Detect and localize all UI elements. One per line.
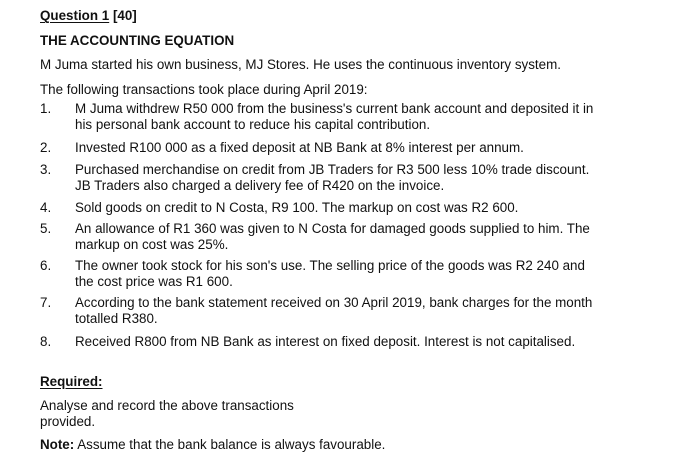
transaction-line: Sold goods on credit to N Costa, R9 100. The markup on cost was R2 600.: [75, 200, 519, 215]
transaction-number: 1.: [40, 101, 52, 116]
note-text: Assume that the bank balance is always favourable.: [74, 437, 386, 452]
transaction-text: [75, 162, 645, 194]
transaction-line: markup on cost was 25%.: [75, 237, 229, 252]
transaction-line: M Juma withdrew R50 000 from the business's current bank account and deposited it in: [75, 101, 594, 116]
transaction-number: 8.: [40, 334, 52, 349]
intro-line-1: M Juma started his own business, MJ Stores. He uses the continuous inventory system.: [40, 57, 561, 72]
note-line: [40, 437, 385, 453]
transaction-number: 4.: [40, 200, 52, 215]
note-label: Note:: [40, 437, 75, 452]
transaction-line: totalled R380.: [75, 311, 158, 326]
section-title: THE ACCOUNTING EQUATION: [40, 33, 235, 48]
transaction-number: 6.: [40, 258, 52, 273]
transaction-line: Received R800 from NB Bank as interest on fixed deposit. Interest is not capitalised.: [75, 334, 576, 349]
question-label: Question 1: [40, 8, 110, 23]
transaction-line: Purchased merchandise on credit from JB Traders for R3 500 less 10% trade discount.: [75, 162, 590, 177]
transaction-line: his personal bank account to reduce his capital contribution.: [75, 117, 431, 132]
transaction-text: [75, 334, 645, 350]
transaction-line: The owner took stock for his son's use. The selling price of the goods was R2 240 and: [75, 258, 585, 273]
transaction-text: [75, 295, 645, 327]
transaction-line: An allowance of R1 360 was given to N Costa for damaged goods supplied to him. The: [75, 221, 590, 236]
required-line-2: provided.: [40, 414, 96, 429]
transaction-text: [75, 200, 645, 216]
question-marks: [40]: [112, 8, 137, 23]
required-heading: Required:: [40, 374, 103, 389]
transaction-line: Invested R100 000 as a fixed deposit at NB Bank at 8% interest per annum.: [75, 140, 524, 155]
transaction-number: 2.: [40, 140, 52, 155]
transaction-line: JB Traders also charged a delivery fee of R420 on the invoice.: [75, 178, 445, 193]
question-heading: [40, 8, 137, 24]
transaction-text: [75, 140, 645, 156]
transaction-line: According to the bank statement received on 30 April 2019, bank charges for the month: [75, 295, 593, 310]
transaction-number: 3.: [40, 162, 52, 177]
intro-line-2: The following transactions took place during April 2019:: [40, 82, 368, 97]
transaction-text: [75, 101, 645, 133]
transaction-text: [75, 221, 645, 253]
transaction-text: [75, 258, 645, 290]
required-line-1: Analyse and record the above transactions: [40, 398, 294, 413]
transaction-number: 5.: [40, 221, 52, 236]
transaction-line: the cost price was R1 600.: [75, 274, 233, 289]
transaction-number: 7.: [40, 295, 52, 310]
